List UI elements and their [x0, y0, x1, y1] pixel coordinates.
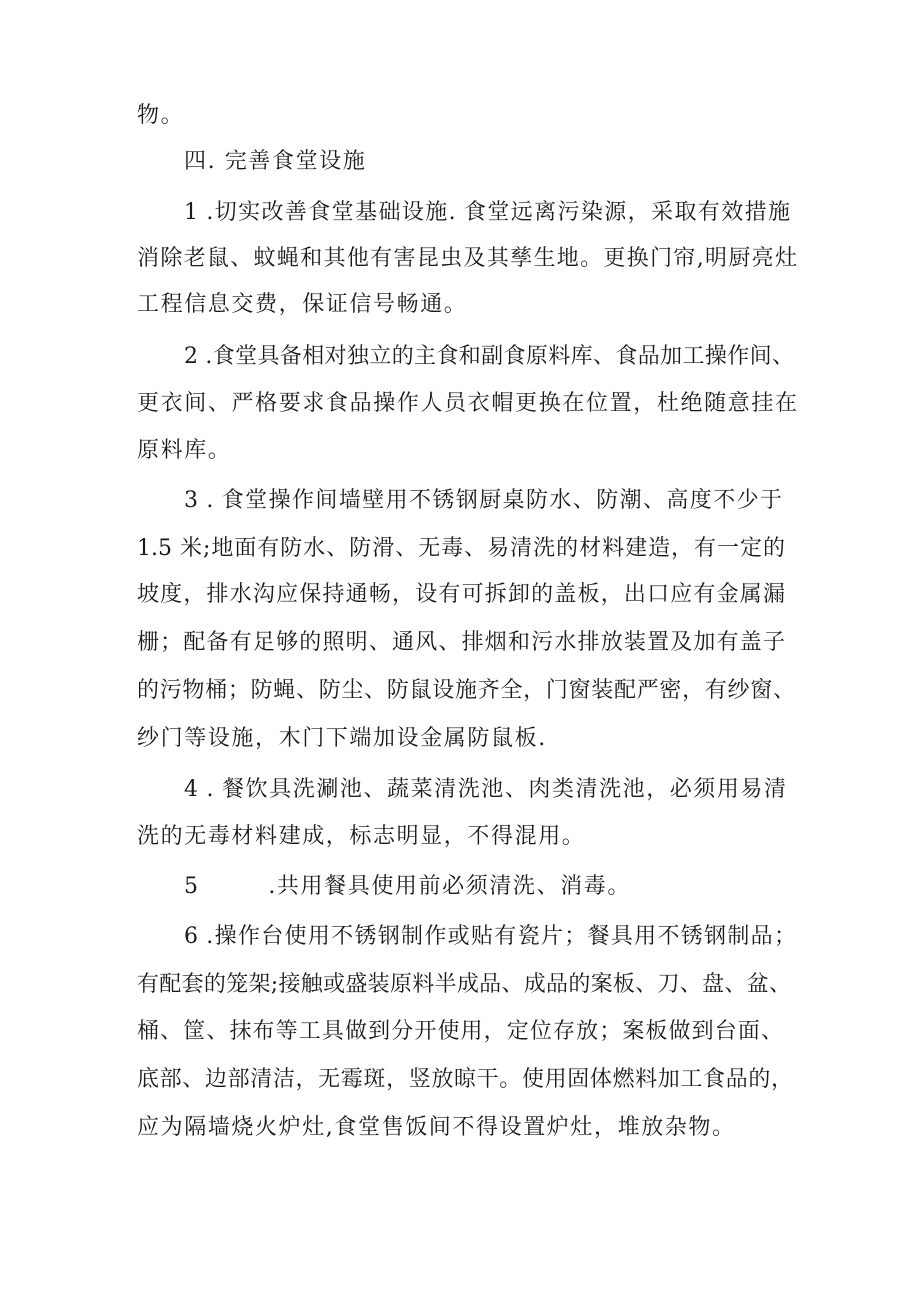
- text-line: 坡度，排水沟应保持通畅，设有可拆卸的盖板，出口应有金属漏: [137, 582, 785, 607]
- text-line: 应为隔墙烧火炉灶,食堂售饭间不得设置炉灶，堆放杂物。: [137, 1115, 736, 1140]
- text-line: 栅；配备有足够的照明、通风、排烟和污水排放装置及加有盖子: [137, 630, 785, 655]
- text-line: 更衣间、严格要求食品操作人员衣帽更换在位置，杜绝随意挂在: [137, 391, 797, 416]
- text-line: 桶、筐、抹布等工具做到分开使用，定位存放；案板做到台面、: [137, 1019, 783, 1044]
- section-heading: 四. 完善食堂设施: [184, 149, 367, 174]
- text-line: 物。: [137, 103, 185, 128]
- text-line: 原料库。: [137, 438, 232, 463]
- text-line: 1 .切实改善食堂基础设施. 食堂远离污染源，采取有效措施: [184, 200, 790, 225]
- text-line: 2 .食堂具备相对独立的主食和副食原料库、食品加工操作间、: [184, 344, 794, 369]
- text-line: 6 .操作台使用不锈钢制作或贴有瓷片；餐具用不锈钢制品；: [184, 924, 796, 949]
- text-line: 的污物桶；防蝇、防尘、防鼠设施齐全，门窗装配严密，有纱窗、: [137, 678, 795, 703]
- text-line: 1.5 米;地面有防水、防滑、无毒、易清洗的材料建造，有一定的: [137, 536, 785, 561]
- text-line: 洗的无毒材料建成，标志明显，不得混用。: [137, 824, 586, 849]
- text-line: 底部、边部清洁，无霉斑，竖放晾干。使用固体燃料加工食品的，: [137, 1067, 793, 1092]
- text-line: 工程信息交费，保证信号畅通。: [137, 292, 468, 317]
- text-line: 5 .共用餐具使用前必须清洗、消毒。: [184, 874, 631, 899]
- text-line: 有配套的笼架;接触或盛装原料半成品、成品的案板、刀、盘、盆、: [137, 972, 791, 997]
- text-line: 3 . 食堂操作间墙壁用不锈钢厨桌防水、防潮、高度不少于: [184, 488, 782, 513]
- text-line: 4 . 餐饮具洗涮池、蔬菜清洗池、肉类清洗池，必须用易清: [184, 777, 786, 802]
- text-line: 纱门等设施，木门下端加设金属防鼠板.: [137, 726, 547, 751]
- text-line: 消除老鼠、蚊蝇和其他有害昆虫及其孳生地。更换门帘,明厨亮灶: [137, 246, 797, 271]
